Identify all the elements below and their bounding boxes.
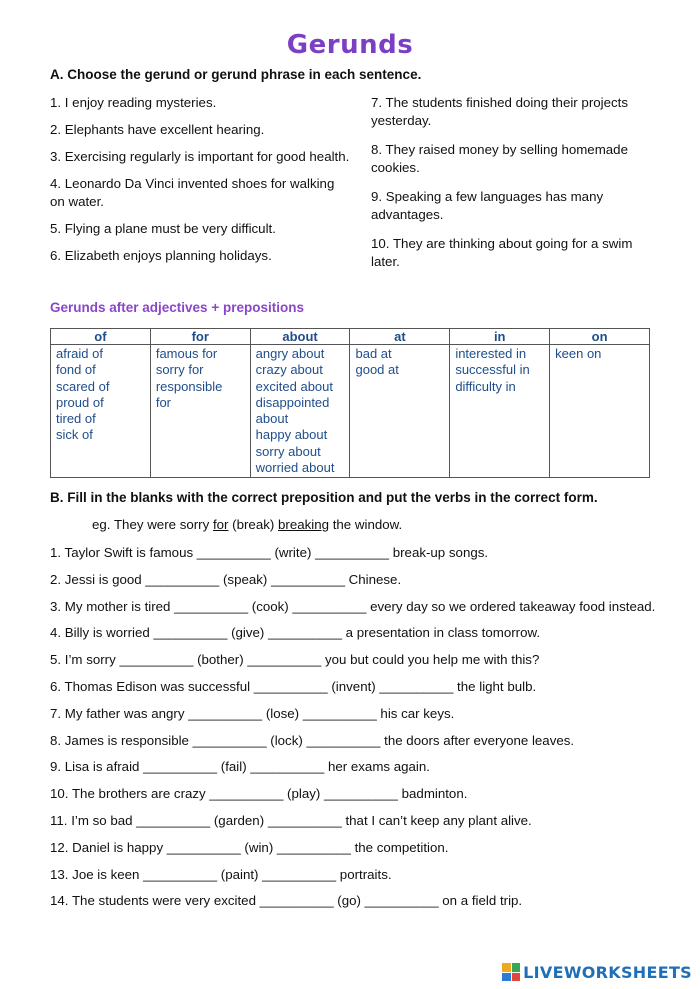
fill-item-5: 5. I’m sorry __________ (bother) __________ you but could you help me with this? (50, 652, 540, 668)
gerund-preposition-table (50, 328, 650, 478)
table-cell: about (255, 411, 289, 427)
table-column-for (150, 345, 250, 478)
liveworksheets-logo-icon (502, 963, 520, 981)
table-cell: excited about (255, 378, 333, 394)
example-preposition: for (212, 517, 229, 532)
fill-item-9: 9. Lisa is afraid __________ (fail) __________ her exams again. (50, 759, 430, 775)
fill-item-14: 14. The students were very excited __________ (go) __________ on a field trip. (50, 893, 523, 909)
table-cell: keen on (555, 346, 602, 361)
fill-item-12: 12. Daniel is happy __________ (win) __________ the competition. (50, 839, 449, 855)
table-cell: sorry about (255, 443, 321, 459)
table-cell: interested in (455, 346, 527, 361)
table-cell: bad at (355, 346, 392, 361)
example-mid: (break) (228, 517, 278, 532)
table-cell: worried about (255, 460, 335, 476)
table-cell: for (155, 394, 171, 410)
table-heading: Gerunds after adjectives + prepositions (50, 300, 304, 315)
table-cell: successful in (455, 362, 530, 378)
fill-item-4: 4. Billy is worried __________ (give) __________ a presentation in class tomorrow. (50, 625, 541, 641)
fill-item-6: 6. Thomas Edison was successful __________ (invent) __________ the light bulb. (50, 678, 537, 694)
sentence-4: 4. Leonardo Da Vinci invented shoes for walking on water. (50, 176, 335, 209)
fill-item-13: 13. Joe is keen __________ (paint) __________ portraits. (50, 866, 392, 882)
sentence-5: 5. Flying a plane must be very difficult. (50, 221, 276, 236)
fill-item-8: 8. James is responsible __________ (lock) __________ the doors after everyone leaves. (50, 732, 575, 748)
fill-item-2: 2. Jessi is good __________ (speak) __________ Chinese. (50, 571, 402, 587)
sentence-10: 10. They are thinking about going for a swim later. (371, 236, 633, 269)
example-answer: breaking (278, 517, 330, 532)
table-cell: fond of (56, 362, 96, 378)
sentence-7: 7. The students finished doing their projects yesterday. (371, 95, 628, 128)
table-header-of: of (51, 329, 151, 345)
logo-text: LIVEWORKSHEETS (523, 962, 692, 982)
table-column-about (250, 345, 350, 478)
sentence-3: 3. Exercising regularly is important for good health. (50, 149, 350, 164)
section-b-heading: B. Fill in the blanks with the correct preposition and put the verbs in the correct form. (50, 490, 598, 505)
fill-item-7: 7. My father was angry __________ (lose) __________ his car keys. (50, 705, 455, 721)
table-cell: happy about (255, 427, 328, 443)
table-header-about: about (250, 329, 350, 345)
table-column-at (350, 345, 450, 478)
section-a-heading: A. Choose the gerund or gerund phrase in each sentence. (50, 67, 422, 82)
table-cell: tired of (56, 411, 96, 427)
sentence-1: 1. I enjoy reading mysteries. (50, 95, 217, 110)
table-cell: good at (355, 362, 399, 378)
table-cell: sick of (56, 427, 93, 443)
section-a-right-column (371, 94, 661, 280)
table-cell: crazy about (255, 362, 323, 378)
fill-item-1: 1. Taylor Swift is famous __________ (write) __________ break-up songs. (50, 545, 489, 560)
worksheet-title: Gerunds (286, 30, 414, 60)
table-cell: proud of (56, 394, 104, 410)
table-cell: famous for (155, 346, 218, 361)
fill-item-10: 10. The brothers are crazy __________ (play) __________ badminton. (50, 786, 468, 802)
sentence-2: 2. Elephants have excellent hearing. (50, 122, 265, 137)
table-column-on (550, 345, 650, 478)
table-cell: disappointed (255, 394, 330, 410)
table-header-for: for (150, 329, 250, 345)
table-column-in (450, 345, 550, 478)
sentence-8: 8. They raised money by selling homemade cookies. (371, 142, 628, 175)
fill-item-11: 11. I’m so bad __________ (garden) __________ that I can’t keep any plant alive. (50, 812, 532, 828)
section-b-list (50, 544, 660, 919)
example-sentence (92, 517, 402, 532)
fill-item-3: 3. My mother is tired __________ (cook) __________ every day so we ordered takeaway food instead. (50, 598, 656, 614)
example-post: the window. (329, 517, 403, 532)
sentence-6: 6. Elizabeth enjoys planning holidays. (50, 248, 272, 263)
table-cell: angry about (255, 346, 325, 361)
example-pre: eg. They were sorry (92, 517, 213, 532)
table-cell: sorry for (155, 362, 204, 378)
table-cell: difficulty in (455, 378, 516, 394)
liveworksheets-logo[interactable] (502, 961, 692, 983)
table-header-in: in (450, 329, 550, 345)
section-a-left-column (50, 94, 350, 274)
table-column-of (51, 345, 151, 478)
table-header-on: on (550, 329, 650, 345)
table-header-at: at (350, 329, 450, 345)
sentence-9: 9. Speaking a few languages has many advantages. (371, 189, 604, 222)
table-cell: scared of (56, 378, 110, 394)
table-cell: responsible (155, 378, 223, 394)
table-cell: afraid of (56, 346, 103, 361)
